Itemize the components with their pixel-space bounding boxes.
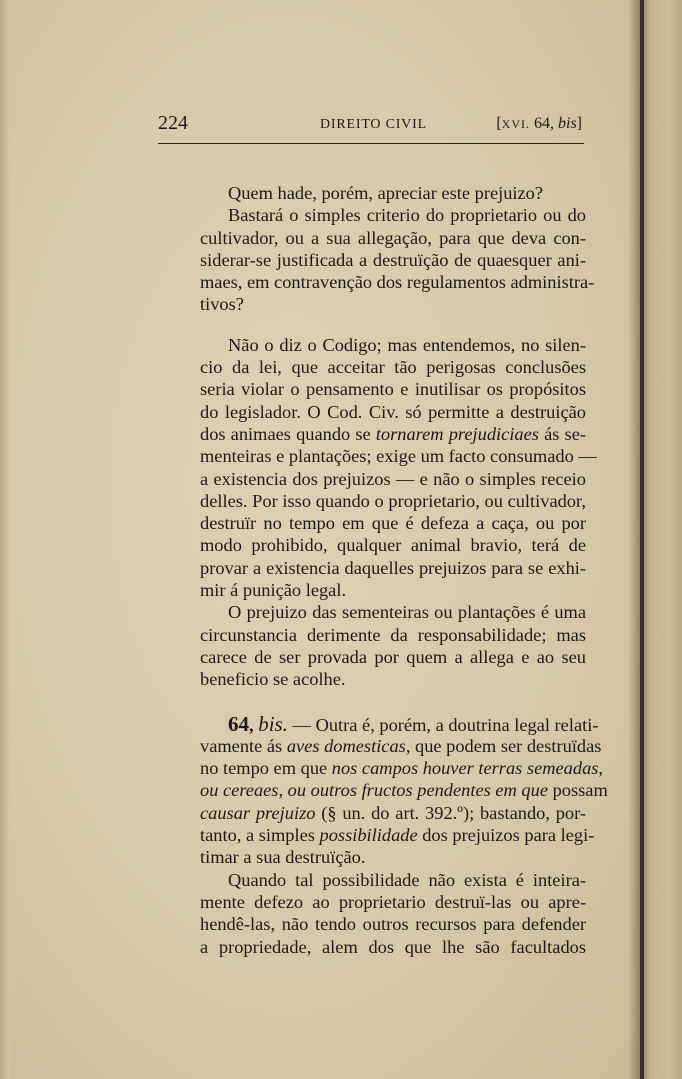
text-line: a existencia dos prejuizos — e não o simples receio (200, 468, 586, 489)
text-line: cultivador, ou a sua allegação, para que deva con- (200, 227, 586, 248)
text-line (200, 802, 586, 824)
text-line: destruïr no tempo em que é defeza a caça, ou por (200, 513, 586, 534)
text-line: mente defezo ao proprietario destruï-las ou apre- (200, 891, 586, 912)
text-line (200, 735, 602, 757)
text-run: possam (548, 780, 608, 801)
italic-phrase: nos campos houver terras semeadas, (331, 758, 604, 779)
section-ref-number: 64, (530, 115, 558, 132)
text-run: tanto, a simples (200, 825, 320, 846)
section-ref-close: ] (576, 115, 582, 132)
text-line: siderar-se justificada a destruïção de quaesquer ani- (200, 249, 586, 270)
section-bis: bis. (258, 711, 288, 736)
body-text (200, 182, 608, 958)
text-line: mir á punição legal. (200, 580, 347, 601)
italic-phrase: tornarem prejudiciaes (375, 423, 539, 444)
paragraph-3 (200, 334, 597, 602)
text-line: Quem hade, porém, apreciar este prejuizo? (228, 183, 544, 203)
italic-phrase: possibilidade (319, 825, 418, 846)
text-line: menteiras e plantações; exige um facto consumado — (200, 446, 597, 467)
text-line (200, 779, 608, 801)
paragraph-gap (200, 691, 586, 713)
paragraph-1 (200, 182, 586, 204)
text-run: dos animaes quando se (200, 423, 376, 444)
text-line: Não o diz o Codigo; mas entendemos, no silen- (228, 334, 586, 355)
text-run: que podem ser destruïdas (410, 735, 602, 756)
text-line: timar a sua destruïção. (200, 847, 366, 868)
section-ref-open: [ (496, 115, 502, 132)
italic-phrase: aves domesticas, (286, 735, 411, 756)
text-line: provar a existencia daquelles prejuizos para se exhi- (200, 557, 586, 578)
adjacent-page-edge (640, 0, 682, 1079)
text-run: (§ un. do art. 392.º); bastando, por- (315, 802, 586, 823)
running-title: DIREITO CIVIL (320, 117, 427, 132)
italic-phrase: ou cereaes, ou outros fructos pendentes em que (200, 780, 548, 801)
text-line: hendê-las, não tendo outros recursos para defender (200, 914, 586, 935)
section-number: 64 (228, 711, 249, 736)
section-reference (496, 115, 582, 133)
text-line: do legislador. O Cod. Civ. só permitte a destruição (200, 401, 586, 422)
text-line (200, 757, 604, 779)
text-run: vamente ás (200, 735, 287, 756)
paragraph-gap (200, 316, 586, 334)
spine-shadow (640, 0, 644, 1079)
paragraph-6 (200, 869, 586, 958)
section-ref-bis: bis (558, 115, 577, 132)
page-header (158, 112, 584, 140)
italic-phrase: causar prejuizo (200, 802, 316, 823)
text-line: circunstancia derimente da responsabilidade; mas (200, 624, 586, 645)
paragraph-4 (200, 601, 586, 690)
text-line (200, 824, 595, 846)
paragraph-2 (200, 204, 595, 315)
text-line: beneficio se acolhe. (200, 669, 346, 690)
text-run: ás se- (538, 423, 586, 444)
text-line: tivos? (200, 294, 244, 315)
header-rule (158, 143, 584, 144)
section-ref-chapter: XVI. (501, 117, 530, 131)
text-line: a propriedade, alem dos que lhe são facultados (200, 936, 586, 957)
text-line: carece de ser provada por quem a allega e ao seu (200, 646, 586, 667)
text-line: cio da lei, que acceitar tão perigosas conclusões (200, 357, 586, 378)
paragraph-5 (200, 711, 608, 869)
text-run: — Outra é, porém, a doutrina legal relati- (287, 714, 599, 735)
text-line: maes, em contravenção dos regulamentos administra- (200, 272, 595, 293)
text-line: delles. Por isso quando o proprietario, ou cultivador, (200, 490, 586, 511)
text-run: dos prejuizos para legi- (417, 825, 595, 846)
text-run: no tempo em que (200, 758, 332, 779)
text-line: seria violar o pensamento e inutilisar os propósitos (200, 379, 586, 400)
page-gutter-shadow (628, 0, 640, 1079)
text-line: modo prohibido, qualquer animal bravio, terá de (200, 535, 586, 556)
text-line: O prejuizo das sementeiras ou plantações é uma (228, 602, 586, 623)
page-number: 224 (158, 112, 188, 134)
text-line: 64, bis. — Outra é, porém, a doutrina legal relati- (228, 711, 599, 736)
text-line (200, 423, 586, 445)
text-line: Quando tal possibilidade não exista é inteira- (228, 869, 586, 890)
page-left-edge (0, 0, 10, 1079)
text-line: Bastará o simples criterio do proprietario ou do (228, 205, 586, 226)
